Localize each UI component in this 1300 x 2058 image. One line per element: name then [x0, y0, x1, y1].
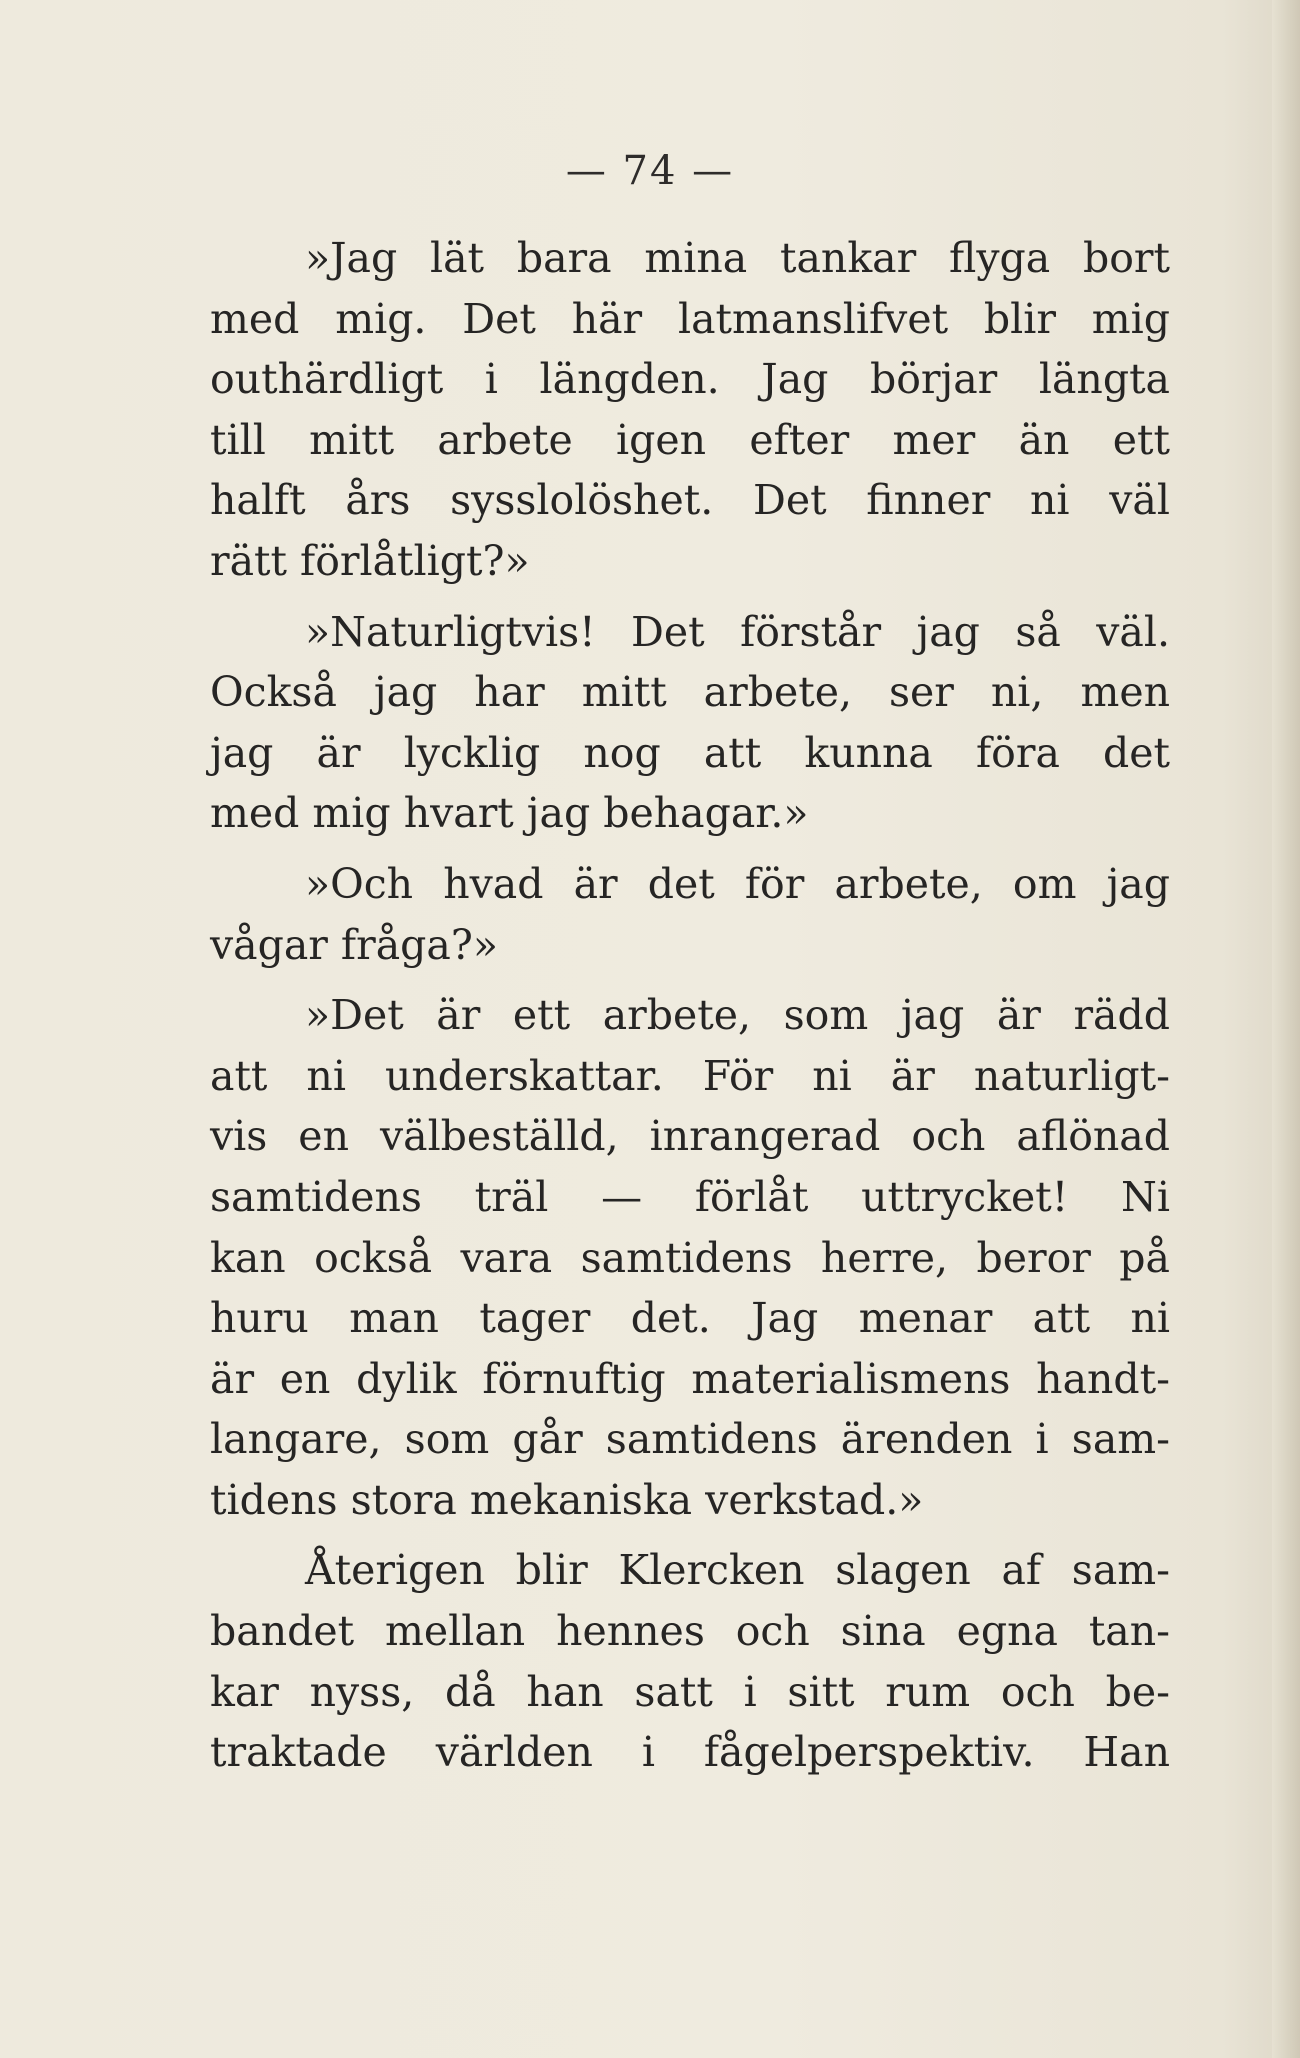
- text-line: Återigen blir Klercken slagen af sam-: [305, 1546, 1170, 1595]
- text-line: »Naturligtvis! Det förstår jag så väl.: [305, 607, 1170, 656]
- text-line: vis en välbeställd, inrangerad och aflönad: [210, 1112, 1170, 1161]
- page-edge: [1272, 0, 1300, 2058]
- text-line: till mitt arbete igen efter mer än ett: [210, 415, 1170, 464]
- text-line: kar nyss, då han satt i sitt rum och be-: [210, 1667, 1170, 1716]
- text-line: jag är lycklig nog att kunna föra det: [210, 728, 1170, 777]
- page-number: — 74 —: [565, 148, 735, 194]
- text-line: traktade världen i fågelperspektiv. Han: [210, 1728, 1170, 1777]
- text-line: rätt förlåtligt?»: [210, 536, 530, 585]
- text-line: kan också vara samtidens herre, beror på: [210, 1233, 1170, 1282]
- text-line: halft års sysslolöshet. Det finner ni väl: [210, 476, 1170, 525]
- text-line: langare, som går samtidens ärenden i sam-: [210, 1415, 1170, 1464]
- text-line: tidens stora mekaniska verkstad.»: [210, 1475, 924, 1524]
- paragraph: [210, 228, 1170, 592]
- text-line: »Jag lät bara mina tankar flyga bort: [305, 234, 1170, 282]
- paragraph: [210, 602, 1170, 844]
- text-line: Också jag har mitt arbete, ser ni, men: [210, 668, 1170, 717]
- text-line: är en dylik förnuftig materialismens handt-: [210, 1354, 1170, 1403]
- text-line: »Och hvad är det för arbete, om jag: [305, 859, 1170, 908]
- paragraph: [210, 854, 1170, 975]
- text-line: med mig. Det här latmanslifvet blir mig: [210, 294, 1170, 343]
- text-line: samtidens träl — förlåt uttrycket! Ni: [210, 1172, 1170, 1221]
- text-line: vågar fråga?»: [210, 920, 498, 969]
- text-line: »Det är ett arbete, som jag är rädd: [305, 991, 1170, 1040]
- text-line: att ni underskattar. För ni är naturligt-: [210, 1051, 1170, 1100]
- text-line: huru man tager det. Jag menar att ni: [210, 1294, 1170, 1343]
- text-line: outhärdligt i längden. Jag börjar längta: [210, 355, 1170, 404]
- paragraph: [210, 985, 1170, 1530]
- body-text: [210, 228, 1170, 1793]
- text-line: bandet mellan hennes och sina egna tan-: [210, 1607, 1170, 1656]
- text-line: med mig hvart jag behagar.»: [210, 789, 809, 838]
- paragraph: [210, 1540, 1170, 1782]
